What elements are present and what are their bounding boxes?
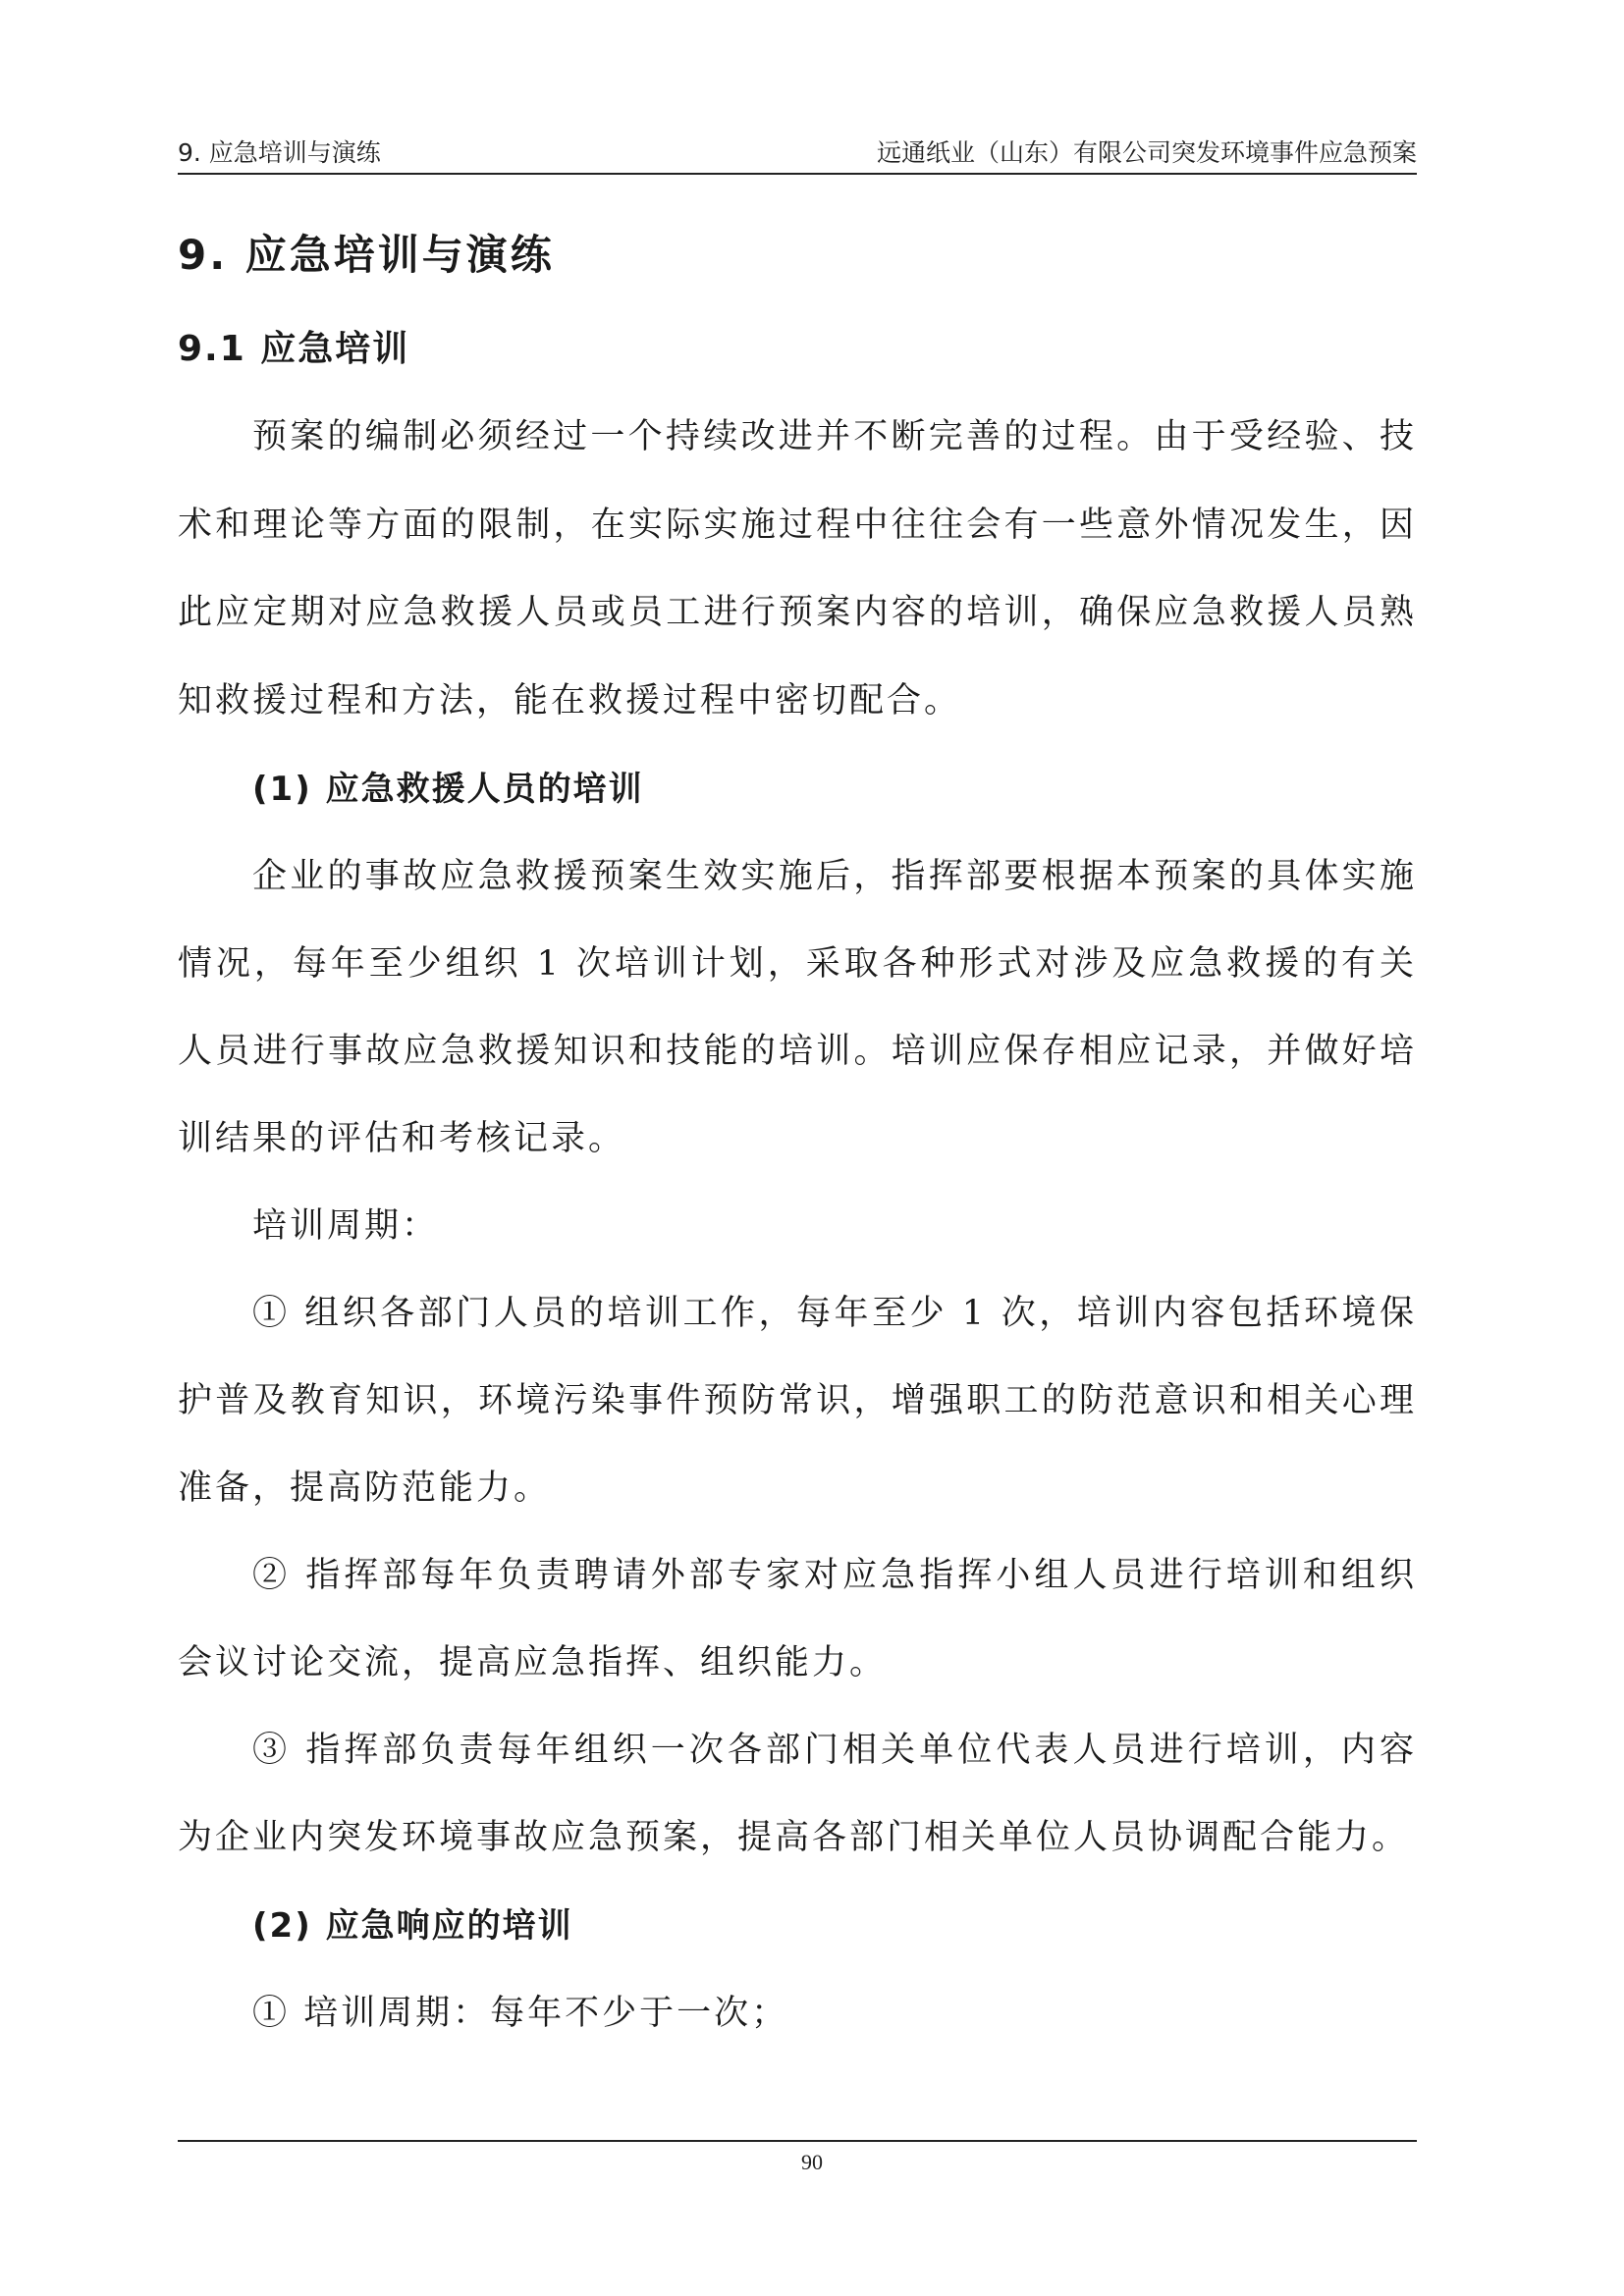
list-item: ① 培训周期：每年不少于一次； — [252, 1994, 789, 2033]
subsection-1-paragraph: 企业的事故应急救援预案生效实施后，指挥部要根据本预案的具体实施情况，每年至少组织 1 次培训计划，采取各种形式对涉及应急救援的有关人员进行事故应急救援知识和技能的培训。培训应保存相应记录，并做好培训结果的评估和考核记录。 — [178, 857, 1417, 1158]
page-number: 90 — [801, 2150, 823, 2174]
subsection-2-title: (2) 应急响应的培训 — [252, 1906, 573, 1946]
subsection-1-title: (1) 应急救援人员的培训 — [252, 770, 644, 809]
page-header — [178, 126, 1417, 175]
footer-divider — [178, 2140, 1417, 2142]
intro-paragraph: 预案的编制必须经过一个持续改进并不断完善的过程。由于受经验、技术和理论等方面的限制，在实际实施过程中往往会有一些意外情况发生，因此应定期对应急救援人员或员工进行预案内容的培训，确保应急救援人员熟知救援过程和方法，能在救援过程中密切配合。 — [178, 417, 1417, 721]
page-content — [178, 211, 1417, 2057]
list-item: ① 组织各部门人员的培训工作，每年至少 1 次，培训内容包括环境保护普及教育知识，环境污染事件预防常识，增强职工的防范意识和相关心理准备，提高防范能力。 — [178, 1294, 1417, 1508]
section-title: 9.1 应急培训 — [178, 329, 410, 369]
header-document-title: 远通纸业（山东）有限公司突发环境事件应急预案 — [876, 138, 1417, 167]
training-cycle-label: 培训周期： — [252, 1206, 440, 1246]
list-item: ② 指挥部每年负责聘请外部专家对应急指挥小组人员进行培训和组织会议讨论交流，提高应急指挥、组织能力。 — [178, 1556, 1417, 1682]
list-item: ③ 指挥部负责每年组织一次各部门相关单位代表人员进行培训，内容为企业内突发环境事故应急预案，提高各部门相关单位人员协调配合能力。 — [178, 1731, 1417, 1857]
header-section-label: 9. 应急培训与演练 — [178, 138, 381, 167]
chapter-title: 9. 应急培训与演练 — [178, 231, 555, 279]
